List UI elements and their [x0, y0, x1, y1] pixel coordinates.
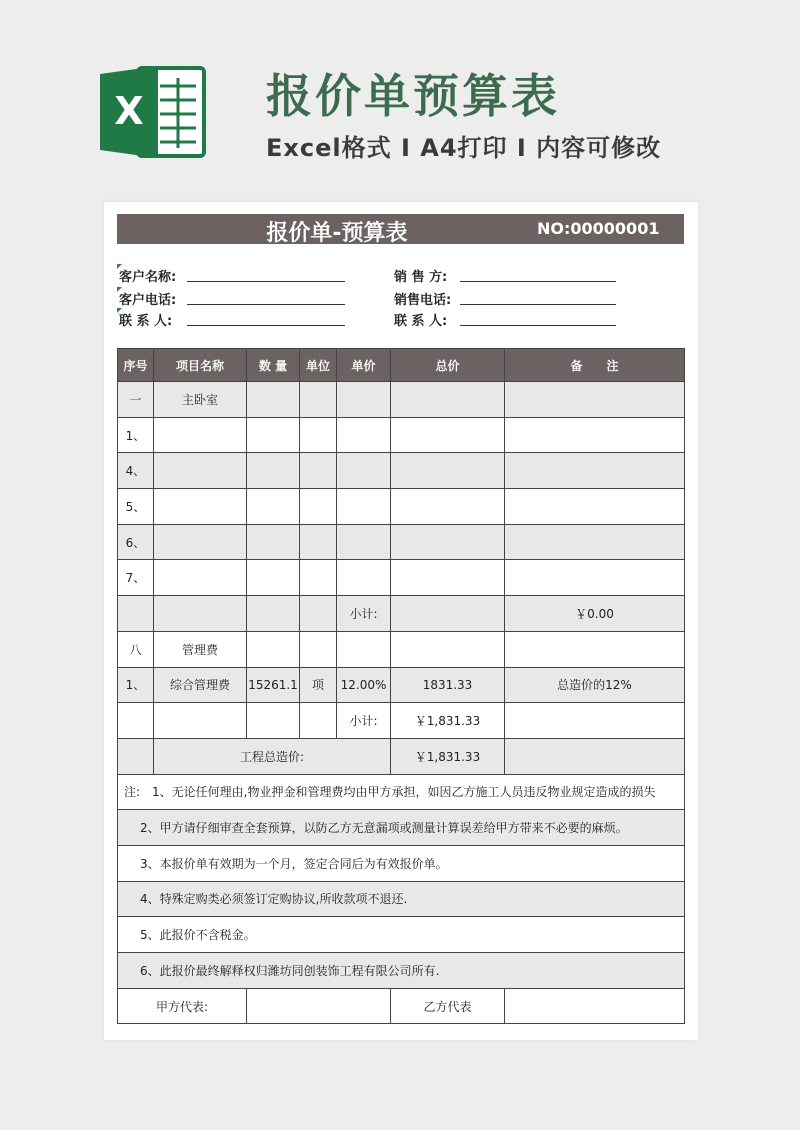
cell-no[interactable] — [118, 703, 154, 739]
grand-total-row — [118, 738, 685, 774]
cell-name[interactable] — [154, 560, 247, 596]
fill-line — [187, 304, 345, 305]
col-header-total: 总价 — [391, 349, 505, 382]
col-header-unit: 单位 — [300, 349, 337, 382]
note-row — [118, 917, 685, 953]
cell-name[interactable] — [154, 596, 247, 632]
cell-no[interactable] — [118, 738, 154, 774]
cell-name[interactable]: 综合管理费 — [154, 667, 247, 703]
fill-line — [187, 281, 345, 282]
cell-name[interactable] — [154, 703, 247, 739]
cell-price[interactable] — [337, 417, 391, 453]
cell-remark[interactable] — [505, 703, 685, 739]
page-title: 报价单预算表 — [266, 69, 560, 123]
table-row — [118, 631, 685, 667]
note-row — [118, 845, 685, 881]
cell-unit[interactable] — [300, 417, 337, 453]
party-b-label: 乙方代表 — [391, 988, 505, 1024]
cell-unit[interactable] — [300, 382, 337, 418]
note-row — [118, 881, 685, 917]
cell-unit[interactable] — [300, 453, 337, 489]
cell-qty[interactable] — [247, 453, 300, 489]
table-row — [118, 453, 685, 489]
cell-name[interactable] — [154, 489, 247, 525]
signature-row — [118, 988, 685, 1024]
note-row — [118, 953, 685, 989]
table-row — [118, 382, 685, 418]
note-item: 4、特殊定购类必须签订定购协议,所收款项不退还. — [118, 881, 685, 917]
cell-total[interactable]: ￥1,831.33 — [391, 703, 505, 739]
cell-qty[interactable] — [247, 631, 300, 667]
cell-qty[interactable] — [247, 560, 300, 596]
party-a-label: 甲方代表: — [118, 988, 247, 1024]
cell-qty[interactable] — [247, 524, 300, 560]
cell-name[interactable] — [154, 417, 247, 453]
cell-no[interactable]: 1、 — [118, 417, 154, 453]
cell-price[interactable]: 12.00% — [337, 667, 391, 703]
note-item: 2、甲方请仔细审查全套预算，以防乙方无意漏项或测量计算误差给甲方带来不必要的麻烦。 — [118, 810, 685, 846]
cell-unit[interactable] — [300, 560, 337, 596]
cell-qty[interactable] — [247, 417, 300, 453]
cell-remark[interactable] — [505, 489, 685, 525]
subtotal-row — [118, 703, 685, 739]
cell-qty[interactable] — [247, 703, 300, 739]
cell-unit[interactable] — [300, 703, 337, 739]
cell-unit[interactable]: 项 — [300, 667, 337, 703]
table-row — [118, 667, 685, 703]
cell-remark[interactable]: 总造价的12% — [505, 667, 685, 703]
cell-total[interactable] — [391, 560, 505, 596]
note-item: 3、本报价单有效期为一个月，签定合同后为有效报价单。 — [118, 845, 685, 881]
cell-qty[interactable] — [247, 489, 300, 525]
cell-remark[interactable] — [505, 453, 685, 489]
document-number: NO:00000001 — [537, 219, 660, 238]
fill-line — [187, 325, 345, 326]
cell-remark[interactable]: ￥0.00 — [505, 596, 685, 632]
cell-no[interactable]: 一 — [118, 382, 154, 418]
cell-no[interactable] — [118, 596, 154, 632]
cell-no[interactable]: 4、 — [118, 453, 154, 489]
grand-total-label: 工程总造价: — [154, 738, 391, 774]
fill-line — [460, 325, 616, 326]
cell-total[interactable] — [391, 453, 505, 489]
table-row — [118, 524, 685, 560]
subtotal-row — [118, 596, 685, 632]
cell-total[interactable] — [391, 596, 505, 632]
cell-unit[interactable] — [300, 489, 337, 525]
cell-price[interactable] — [337, 524, 391, 560]
cell-total[interactable] — [391, 489, 505, 525]
col-header-qty: 数 量 — [247, 349, 300, 382]
cell-name[interactable]: 管理费 — [154, 631, 247, 667]
cell-name[interactable]: 主卧室 — [154, 382, 247, 418]
cell-no[interactable]: 八 — [118, 631, 154, 667]
cell-total[interactable] — [391, 382, 505, 418]
cell-price[interactable]: 小计: — [337, 703, 391, 739]
cell-total[interactable] — [391, 524, 505, 560]
grand-total-value[interactable]: ￥1,831.33 — [391, 738, 505, 774]
col-header-no: 序号 — [118, 349, 154, 382]
cell-price[interactable] — [337, 382, 391, 418]
note-row — [118, 810, 685, 846]
cell-total[interactable] — [391, 417, 505, 453]
note-item: 5、此报价不含税金。 — [118, 917, 685, 953]
cell-total[interactable] — [391, 631, 505, 667]
cell-no[interactable]: 5、 — [118, 489, 154, 525]
table-row — [118, 417, 685, 453]
cell-unit[interactable] — [300, 631, 337, 667]
cell-remark[interactable] — [505, 524, 685, 560]
cell-price[interactable] — [337, 489, 391, 525]
cell-total[interactable]: 1831.33 — [391, 667, 505, 703]
party-a-signature[interactable] — [247, 988, 391, 1024]
cell-price[interactable] — [337, 560, 391, 596]
document-sheet: 报价单-预算表 NO:00000001 客户名称: 客户电话: 联 系 人: 销 售 方: 销售电话: 联 系 人: 序号 项目名称 数 量 单位 单价 总价 备 注 一 主卧室 1、 4、 5、 6、 7、 小计: ￥0.00 八 管理费 1、 综合管理费 15261.1 项 12.00% 1831.33 总造价的12% 小计: ￥1,831.33 工程总造价: ￥1,831.33 注: 1、无论任何理由,物业押金和管理费均由甲方承担，如因乙方施工人员违反物业规定造成的损失 2、甲方请仔细审查全套预算，以防乙方无意漏项或测量计算误差给甲方带来不必要的麻烦。 3、本报价单有效期为一个月，签定合同后为有效报价单。 4、特殊定购类必须签订定购协议,所收款项不退还. 5、此报价不含税金。 6、此报价最终解释权归潍坊同创装饰工程有限公司所有. 甲方代表: 乙方代表 — [104, 202, 698, 1040]
cell-remark[interactable] — [505, 382, 685, 418]
table-row — [118, 489, 685, 525]
cell-no[interactable]: 7、 — [118, 560, 154, 596]
fill-line — [460, 304, 616, 305]
note-item: 6、此报价最终解释权归潍坊同创装饰工程有限公司所有. — [118, 953, 685, 989]
cell-qty[interactable] — [247, 382, 300, 418]
page-subtitle: Excel格式 I A4打印 I 内容可修改 — [266, 134, 662, 162]
note-row — [118, 774, 685, 810]
cell-qty[interactable]: 15261.1 — [247, 667, 300, 703]
col-header-name: 项目名称 — [154, 349, 247, 382]
title-banner — [117, 214, 684, 244]
cell-price[interactable] — [337, 631, 391, 667]
table-header-row — [118, 349, 685, 382]
cell-no[interactable]: 6、 — [118, 524, 154, 560]
note-item: 注: 1、无论任何理由,物业押金和管理费均由甲方承担，如因乙方施工人员违反物业规定造成的损失 — [118, 774, 685, 810]
excel-logo-icon — [100, 62, 210, 162]
cell-unit[interactable] — [300, 524, 337, 560]
cell-remark[interactable] — [505, 560, 685, 596]
cell-price[interactable] — [337, 453, 391, 489]
cell-name[interactable] — [154, 453, 247, 489]
party-b-signature[interactable] — [505, 988, 685, 1024]
document-title: 报价单-预算表 — [266, 221, 408, 246]
cell-qty[interactable] — [247, 596, 300, 632]
cell-remark[interactable] — [505, 631, 685, 667]
svg-text:X: X — [114, 89, 144, 133]
col-header-price: 单价 — [337, 349, 391, 382]
cell-unit[interactable] — [300, 596, 337, 632]
cell-remark[interactable] — [505, 738, 685, 774]
col-header-remark: 备 注 — [505, 349, 685, 382]
cell-remark[interactable] — [505, 417, 685, 453]
table-row — [118, 560, 685, 596]
cell-name[interactable] — [154, 524, 247, 560]
cell-no[interactable]: 1、 — [118, 667, 154, 703]
fill-line — [460, 281, 616, 282]
cell-price[interactable]: 小计: — [337, 596, 391, 632]
quote-table — [117, 348, 685, 1024]
